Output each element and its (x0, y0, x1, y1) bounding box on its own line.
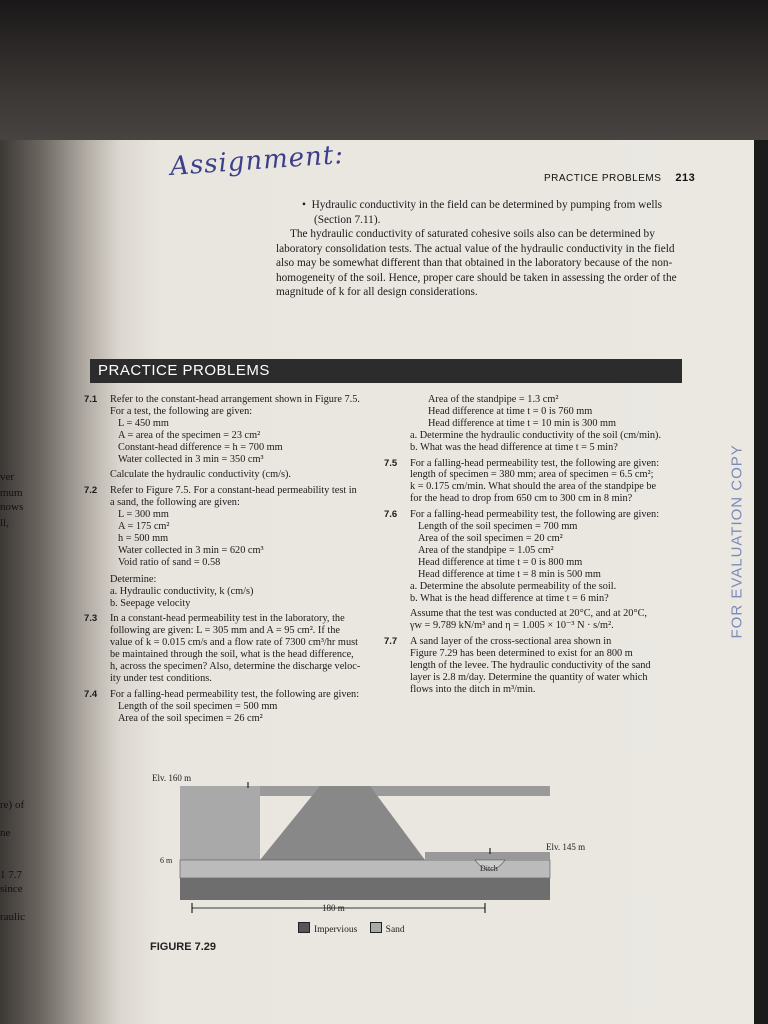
fragment: ver (0, 471, 15, 483)
page-edge-shadow (754, 140, 768, 1024)
problem-number: 7.4 (84, 688, 98, 700)
photo-background (0, 0, 768, 150)
problem-7-4: 7.4 For a falling-head permeability test, the following are given: Length of the soil specimen = 500 mm Area of the soil specimen = 26 cm² (84, 688, 360, 724)
problem-number: 7.2 (84, 485, 98, 497)
problem-7-2: 7.2 Refer to Figure 7.5. For a constant-head permeability test in a sand, the following are given: L = 300 mm A = 175 cm² h = 500 mm Water collected in 3 min = 620 cm³ Void ratio of sand = 0.58 Determine: a. Hydraulic conductivity, k (cm/s) b. Seepage velocity (84, 485, 357, 609)
elevation-right: Elv. 145 m (546, 842, 586, 852)
levee (260, 786, 425, 860)
fragment: raulic (0, 911, 26, 923)
figure-7-29-diagram (150, 770, 610, 970)
running-header (544, 172, 695, 184)
intro-paragraph: The hydraulic conductivity of saturated cohesive soils also can be determined by laboratory consolidation tests. The actual value of the hydraulic conductivity in the field also may be somewhat different than that obtained in the laboratory because of the non-homogeneity of the soil. Hence, proper care should be taken in assessing the order of the magnitude of k for all design considerations. (276, 228, 677, 298)
sand-swatch (370, 922, 382, 933)
fragment: 1 7.7 (0, 869, 22, 881)
fragment: since (0, 883, 23, 895)
problem-7-4-continued: Area of the standpipe = 1.3 cm² Head difference at time t = 0 is 760 mm Head difference at time t = 10 min is 300 mm a. Determine the hydraulic conductivity of the soil (cm/min). b. What was the head difference at time t = 5 min? (410, 394, 662, 453)
problem-number: 7.1 (84, 394, 98, 405)
left-column (84, 394, 374, 729)
problem-7-1: 7.1 Refer to the constant-head arrangement shown in Figure 7.5. For a test, the following are given: L = 450 mm A = area of the specimen = 23 cm² Constant-head difference = h = 700 mm Water collected in 3 min = 350 cm³ Calculate the hydraulic conductivity (cm/s). (84, 394, 360, 481)
section-title: PRACTICE PROBLEMS (544, 173, 662, 184)
problem-7-6: 7.6 For a falling-head permeability test, the following are given: Length of the soil specimen = 700 mm Area of the soil specimen = 20 cm² Area of the standpipe = 1.05 cm² Head difference at time t = 0 is 800 mm Head difference at time t = 8 min is 500 mm a. Determine the absolute permeability of the soil. b. What is the head difference at time t = 6 min? Assume that the test was conducted at 20°C, and at 20°C, γw = 9.789 kN/m³ and η = 1.005 × 10⁻³ N · s/m². (384, 509, 660, 632)
fragment: mum (0, 487, 23, 499)
page-number: 213 (675, 172, 696, 184)
figure-legend: Impervious Sand (298, 922, 405, 935)
figure-caption: FIGURE 7.29 (150, 941, 217, 953)
elevation-left: Elv. 160 m (152, 773, 192, 783)
right-column (384, 394, 684, 700)
layer-thickness: 6 m (160, 856, 173, 865)
problem-number: 7.3 (84, 613, 98, 625)
fragment: re) of (0, 799, 25, 811)
problem-7-5: 7.5 For a falling-head permeability test, the following are given: length of specimen = 380 mm; area of specimen = 6.5 cm²; k = 0.175 cm/min. What should the area of the standpipe be for the head to drop from 650 cm to 300 cm in 8 min? (384, 457, 660, 505)
ditch-label: Ditch (480, 864, 498, 873)
intro-bullet: • Hydraulic conductivity in the field can be determined by pumping from wells (Section 7.11). (302, 199, 663, 226)
impervious-swatch (298, 922, 310, 933)
fragment: ne (0, 827, 11, 839)
evaluation-copy-stamp: FOR EVALUATION COPY (728, 444, 746, 639)
fragment: nows (0, 501, 24, 513)
problem-number: 7.7 (384, 636, 398, 648)
problem-number: 7.5 (384, 457, 398, 469)
practice-problems-banner (90, 359, 682, 383)
reservoir (180, 786, 260, 860)
fragment: ll, (0, 517, 9, 529)
impervious-layer (180, 878, 550, 900)
length-dimension: 180 m (322, 903, 345, 913)
problem-7-3: 7.3 In a constant-head permeability test in the laboratory, the following are given: L = 305 mm and A = 95 cm². If the value of k = 0.015 cm/s and a flow rate of 7300 cm³/hr must be maintained through the soil, what is the head difference, h, across the specimen? Also, determine the discharge veloc- ity under test conditions. (84, 613, 361, 684)
handwritten-note: Assignment: (169, 139, 346, 183)
banner-title: PRACTICE PROBLEMS (98, 362, 270, 379)
problem-number: 7.6 (384, 509, 398, 521)
problem-7-7: 7.7 A sand layer of the cross-sectional area shown in Figure 7.29 has been determined to exist for an 800 m length of the levee. The hydraulic conductivity of the sand layer is 2.8 m/day. Determine the quantity of water which flows into the ditch in m³/min. (384, 636, 651, 695)
ground-right (425, 852, 550, 860)
intro-text (276, 198, 686, 300)
